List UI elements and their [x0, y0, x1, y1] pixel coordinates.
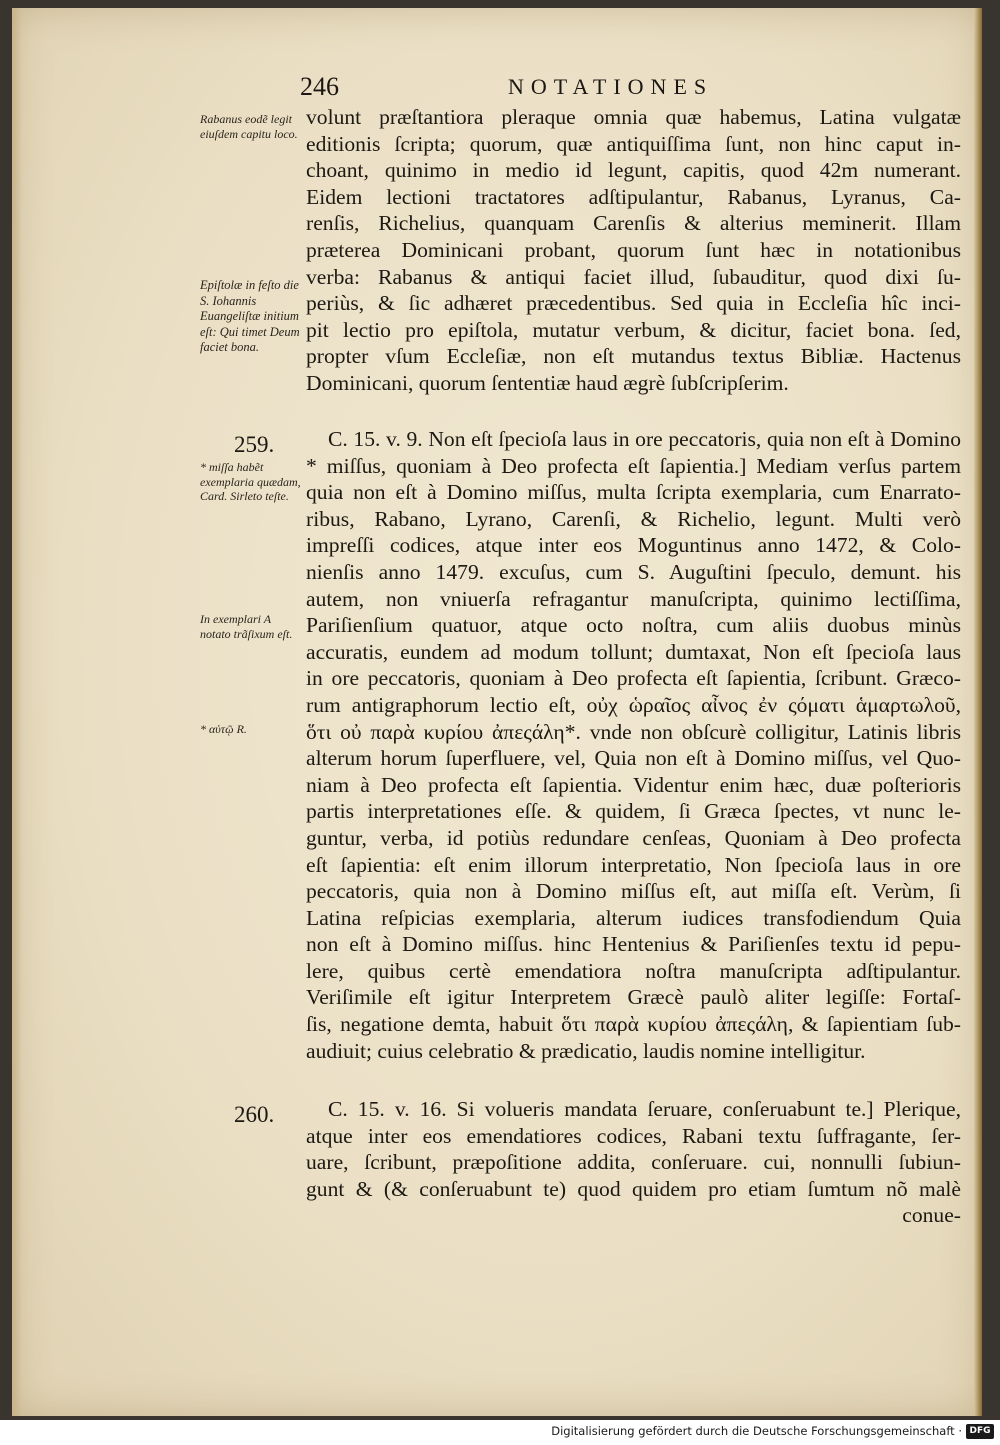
text-line: Latina reſpicias exemplaria, alterum iudices transfodiendum Quia [306, 905, 961, 930]
dfg-logo-icon: DFG [966, 1424, 994, 1439]
text-line: audiuit; cuius celebratio & prædicatio, laudis nomine intelligitur. [306, 1038, 866, 1063]
footer-bar [0, 1420, 1000, 1445]
text-line: ribus, Rabano, Lyrano, Carenſi, & Richelio, legunt. Multi verò [306, 506, 961, 531]
page-edge [974, 8, 982, 1416]
text-line: volunt præſtantiora pleraque omnia quæ habemus, Latina vulgatæ [306, 105, 961, 129]
text-line: choant, quinimo in medio id legunt, capitis, quod 42m numerant. [306, 158, 961, 183]
text-line: Eidem lectioni tractatores adſtipulantur, Rabanus, Lyranus, Ca- [306, 184, 961, 209]
text-line: non eſt à Domino miſſus. hinc Hentenius & Pariſienſes textu id pepu- [306, 932, 961, 957]
text-line: rum antigraphorum lectio eſt, οὐχ ὡραῖος αἶνος ἐν ςόματι ἁμαρτωλοῦ, [306, 692, 961, 717]
text-line: partis interpretationes eſſe. & quidem, ſi Græca ſpectes, vt nunc le- [306, 799, 961, 824]
text-line: C. 15. v. 16. Si volueris mandata ſeruare, conſeruabunt te.] Plerique, [328, 1097, 961, 1121]
paragraph-note-259 [306, 426, 961, 1064]
text-line: impreſſi codices, atque inter eos Moguntinus anno 1472, & Colo- [306, 533, 961, 558]
text-line: conue- [902, 1203, 961, 1228]
page-gutter [12, 8, 22, 1416]
text-line: editionis ſcripta; quorum, quæ antiquiſſima ſunt, non hinc caput in- [306, 131, 961, 156]
text-line: in ore peccatoris, quoniam à Deo profecta eſt ſapientia, ſcribunt. Græco- [306, 666, 961, 691]
text-line: ὅτι οὐ παρὰ κυρίου ἀπεςάλη*. vnde non obſcurè colligitur, Latinis libris [306, 719, 961, 744]
text-line: verba: Rabanus & antiqui faciet illud, ſubauditur, quod dixi ſu- [306, 264, 961, 289]
page-number: 246 [300, 72, 339, 101]
text-line: pit lectio pro epiſtola, mutatur verbum, & dicitur, faciet bona. ſed, [306, 317, 961, 342]
text-line: C. 15. v. 9. Non eſt ſpecioſa laus in ore peccatoris, quia non eſt à Domino [328, 427, 961, 451]
text-line: uare, ſcribunt, præpoſitione addita, conſeruare. cui, nonnulli ſubiun- [306, 1150, 961, 1175]
text-line: renſis, Richelius, quanquam Carenſis & alterius meminerit. Illam [306, 211, 961, 236]
text-line: guntur, verba, id potiùs redundare cenſeas, Quoniam à Deo profecta [306, 825, 961, 850]
text-line: periùs, & ſic adhæret præcedentibus. Sed quia in Eccleſia hîc inci- [306, 291, 961, 316]
margin-note-rabanus: Rabanus eodẽ legit eiuſdem capitu loco. [200, 112, 298, 141]
text-line: præterea Dominicani probant, quorum ſunt hæc in notationibus [306, 237, 961, 262]
text-line: Dominicani, quorum ſententiæ haud ægrè ſubſcripſerim. [306, 370, 789, 395]
margin-number-259: 259. [234, 432, 275, 457]
running-head [300, 72, 960, 102]
text-line: alterum horum ſuperfluere, vel, Quia non eſt à Domino miſſus, vel Quo- [306, 746, 961, 771]
text-line: atque inter eos emendatiores codices, Rabani textu ſuffragante, ſer- [306, 1123, 961, 1148]
text-line: quia non eſt à Domino miſſus, multa ſcripta exemplaria, cum Enarrato- [306, 480, 961, 505]
text-line: gunt & (& conſeruabunt te) quod quidem pro etiam ſumtum nõ malè [306, 1176, 961, 1201]
text-line: autem, non vniuerſa refragantur manuſcripta, quinimo lectiſſima, [306, 586, 961, 611]
text-line: nienſis anno 1479. excuſus, cum S. Auguſtini ſpeculo, demunt. his [306, 559, 961, 584]
text-line: ſis, negatione demta, habuit ὅτι παρὰ κυρίου ἀπεςάλη, & ſapientiam ſub- [306, 1012, 961, 1037]
margin-note-variant: * αὐτῷ R. [200, 722, 247, 736]
margin-number-260: 260. [234, 1102, 275, 1127]
paragraph-notationes-1 [306, 104, 961, 397]
text-line: lere, quibus certè emendatiora noſtra manuſcripta adſtipulantur. [306, 958, 961, 983]
running-title: NOTATIONES [508, 74, 714, 99]
text-line: accuratis, eundem ad modum tollunt; dumtaxat, Non eſt ſpecioſa laus [306, 639, 961, 664]
margin-note-epistola: Epiſtolæ in feſto die S. Iohannis Euangeliſtæ initium eſt: Qui timet Deum faciet bona. [200, 278, 300, 354]
funding-credit: Digitalisierung gefördert durch die Deutsche Forschungsgemeinschaft · [551, 1424, 962, 1438]
text-line: niam à Deo profecta eſt ſapientia. Videntur enim hæc, duæ poſterioris [306, 772, 961, 797]
text-line: Veriſimile eſt igitur Interpretem Græcè paulò aliter legiſſe: Fortaſ- [306, 985, 961, 1010]
text-line: * miſſus, quoniam à Deo profecta eſt ſapientia.] Mediam verſus partem [306, 453, 961, 478]
margin-note-exemplari: In exemplari A notato trãſixum eſt. [200, 612, 293, 641]
text-line: Pariſienſium quatuor, atque octo noſtra, cum aliis duobus minùs [306, 613, 961, 638]
margin-note-missa: * miſſa habẽt exemplaria quædam, Card. Sirleto teſte. [200, 460, 301, 503]
text-line: eſt ſapientia: eſt enim illorum interpretatio, Non ſpecioſa laus in ore [306, 852, 961, 877]
text-line: propter vſum Eccleſiæ, non eſt mutandus textus Bibliæ. Hactenus [306, 344, 961, 369]
text-line: peccatoris, quia non à Domino miſſus eſt, aut miſſa eſt. Verùm, ſi [306, 879, 961, 904]
paragraph-note-260 [306, 1096, 961, 1229]
